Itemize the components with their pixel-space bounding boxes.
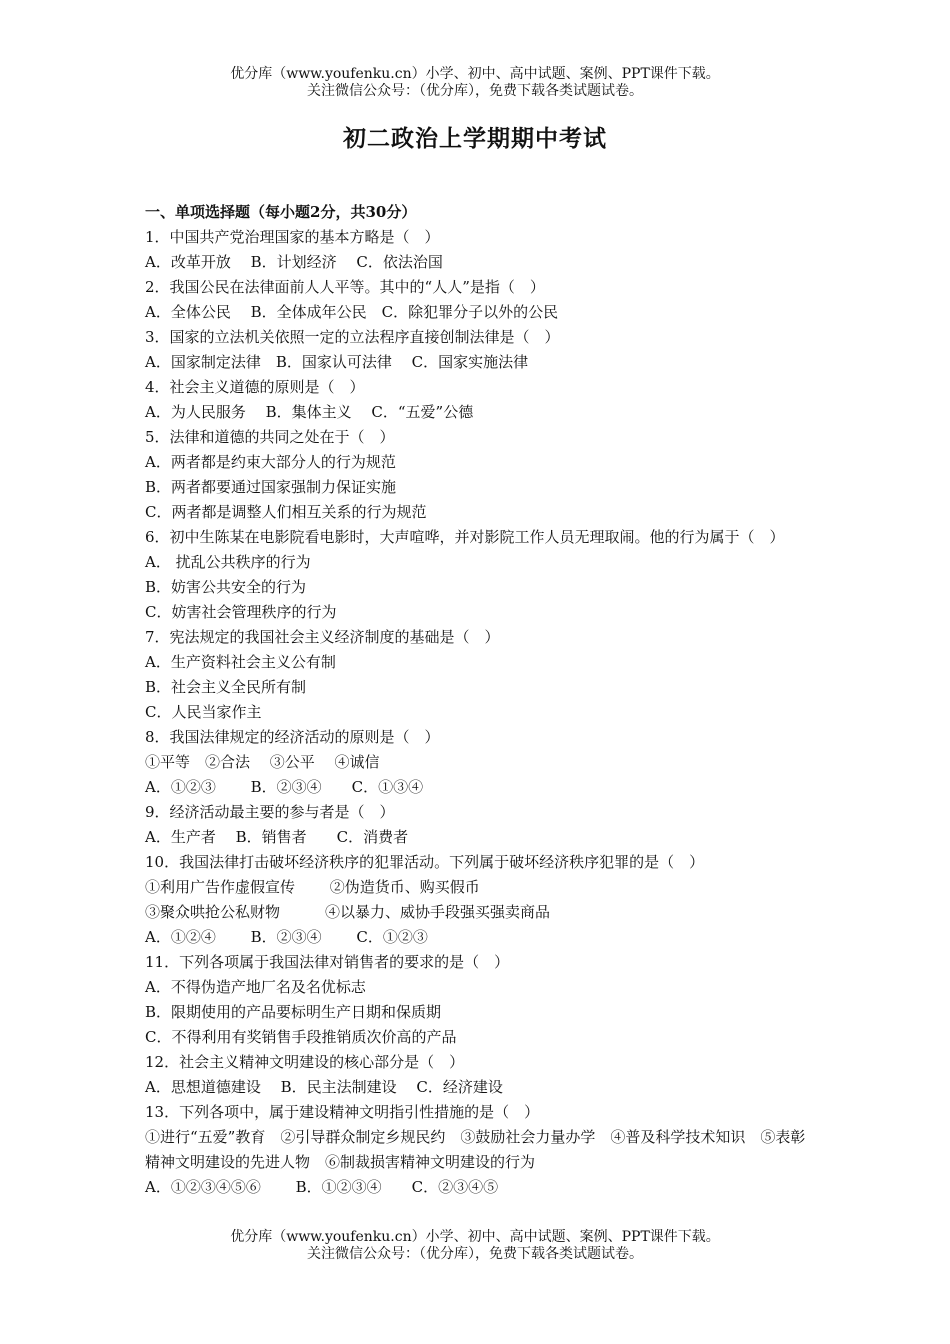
option-6a: A． 扰乱公共秩序的行为 <box>145 553 311 571</box>
choices-10-a: ①利用广告作虚假宣传 ②伪造货币、购买假币 <box>145 878 480 896</box>
option-11a: A．不得伪造产地厂名及名优标志 <box>145 978 366 996</box>
option-5a: A．两者都是约束大部分人的行为规范 <box>145 453 396 471</box>
question-11: 11．下列各项属于我国法律对销售者的要求的是（ ） <box>145 953 510 971</box>
header-line-1: 优分库（www.youfenku.cn）小学、初中、高中试题、案例、PPT课件下载。 <box>230 66 720 82</box>
footer-line-1: 优分库（www.youfenku.cn）小学、初中、高中试题、案例、PPT课件下载。 <box>230 1229 720 1245</box>
question-10: 10．我国法律打击破坏经济秩序的犯罪活动。下列属于破坏经济秩序犯罪的是（ ） <box>145 853 705 871</box>
options-3: A．国家制定法律 B．国家认可法律 C．国家实施法律 <box>145 353 529 371</box>
options-9: A．生产者 B．销售者 C．消费者 <box>145 828 409 846</box>
option-11b: B．限期使用的产品要标明生产日期和保质期 <box>145 1003 442 1021</box>
option-6b: B．妨害公共安全的行为 <box>145 578 307 596</box>
question-section <box>145 200 815 1200</box>
options-10: A．①②④ B．②③④ C．①②③ <box>145 928 428 946</box>
choices-10-b: ③聚众哄抢公私财物 ④以暴力、威协手段强买强卖商品 <box>145 903 551 921</box>
option-7a: A．生产资料社会主义公有制 <box>145 653 336 671</box>
question-2: 2．我国公民在法律面前人人平等。其中的“人人”是指（ ） <box>145 278 545 296</box>
page-header <box>0 66 950 100</box>
footer-line-2: 关注微信公众号：（优分库），免费下载各类试题试卷。 <box>307 1246 643 1262</box>
option-7b: B．社会主义全民所有制 <box>145 678 307 696</box>
options-2: A．全体公民 B．全体成年公民 C．除犯罪分子以外的公民 <box>145 303 559 321</box>
question-13: 13．下列各项中，属于建设精神文明指引性措施的是（ ） <box>145 1103 540 1121</box>
option-11c: C．不得利用有奖销售手段推销质次价高的产品 <box>145 1028 457 1046</box>
document-title: 初二政治上学期期中考试 <box>343 125 607 152</box>
question-7: 7．宪法规定的我国社会主义经济制度的基础是（ ） <box>145 628 500 646</box>
option-6c: C．妨害社会管理秩序的行为 <box>145 603 337 621</box>
section-heading: 一、单项选择题（每小题2分，共30分） <box>145 203 417 221</box>
option-5b: B．两者都要通过国家强制力保证实施 <box>145 478 397 496</box>
options-8: A．①②③ B．②③④ C．①③④ <box>145 778 424 796</box>
question-3: 3．国家的立法机关依照一定的立法程序直接创制法律是（ ） <box>145 328 560 346</box>
question-6: 6．初中生陈某在电影院看电影时，大声喧哗，并对影院工作人员无理取闹。他的行为属于（ ） <box>145 528 785 546</box>
page-footer <box>0 1229 950 1263</box>
header-line-2: 关注微信公众号：（优分库），免费下载各类试题试卷。 <box>307 83 643 99</box>
option-5c: C．两者都是调整人们相互关系的行为规范 <box>145 503 427 521</box>
question-8: 8．我国法律规定的经济活动的原则是（ ） <box>145 728 440 746</box>
question-5: 5．法律和道德的共同之处在于（ ） <box>145 428 395 446</box>
question-12: 12．社会主义精神文明建设的核心部分是（ ） <box>145 1053 465 1071</box>
options-12: A．思想道德建设 B．民主法制建设 C．经济建设 <box>145 1078 503 1096</box>
choices-8: ①平等 ②合法 ③公平 ④诚信 <box>145 753 380 771</box>
question-9: 9．经济活动最主要的参与者是（ ） <box>145 803 395 821</box>
question-4: 4．社会主义道德的原则是（ ） <box>145 378 365 396</box>
question-1: 1．中国共产党治理国家的基本方略是（ ） <box>145 228 440 246</box>
options-13: A．①②③④⑤⑥ B．①②③④ C．②③④⑤ <box>145 1178 499 1196</box>
option-7c: C．人民当家作主 <box>145 703 262 721</box>
options-4: A．为人民服务 B．集体主义 C．“五爱”公德 <box>145 403 474 421</box>
choices-13: ①进行“五爱”教育 ②引导群众制定乡规民约 ③鼓励社会力量办学 ④普及科学技术知识 ⑤表彰精神文明建设的先进人物 ⑥制裁损害精神文明建设的行为 <box>145 1128 806 1171</box>
options-1: A．改革开放 B．计划经济 C．依法治国 <box>145 253 443 271</box>
